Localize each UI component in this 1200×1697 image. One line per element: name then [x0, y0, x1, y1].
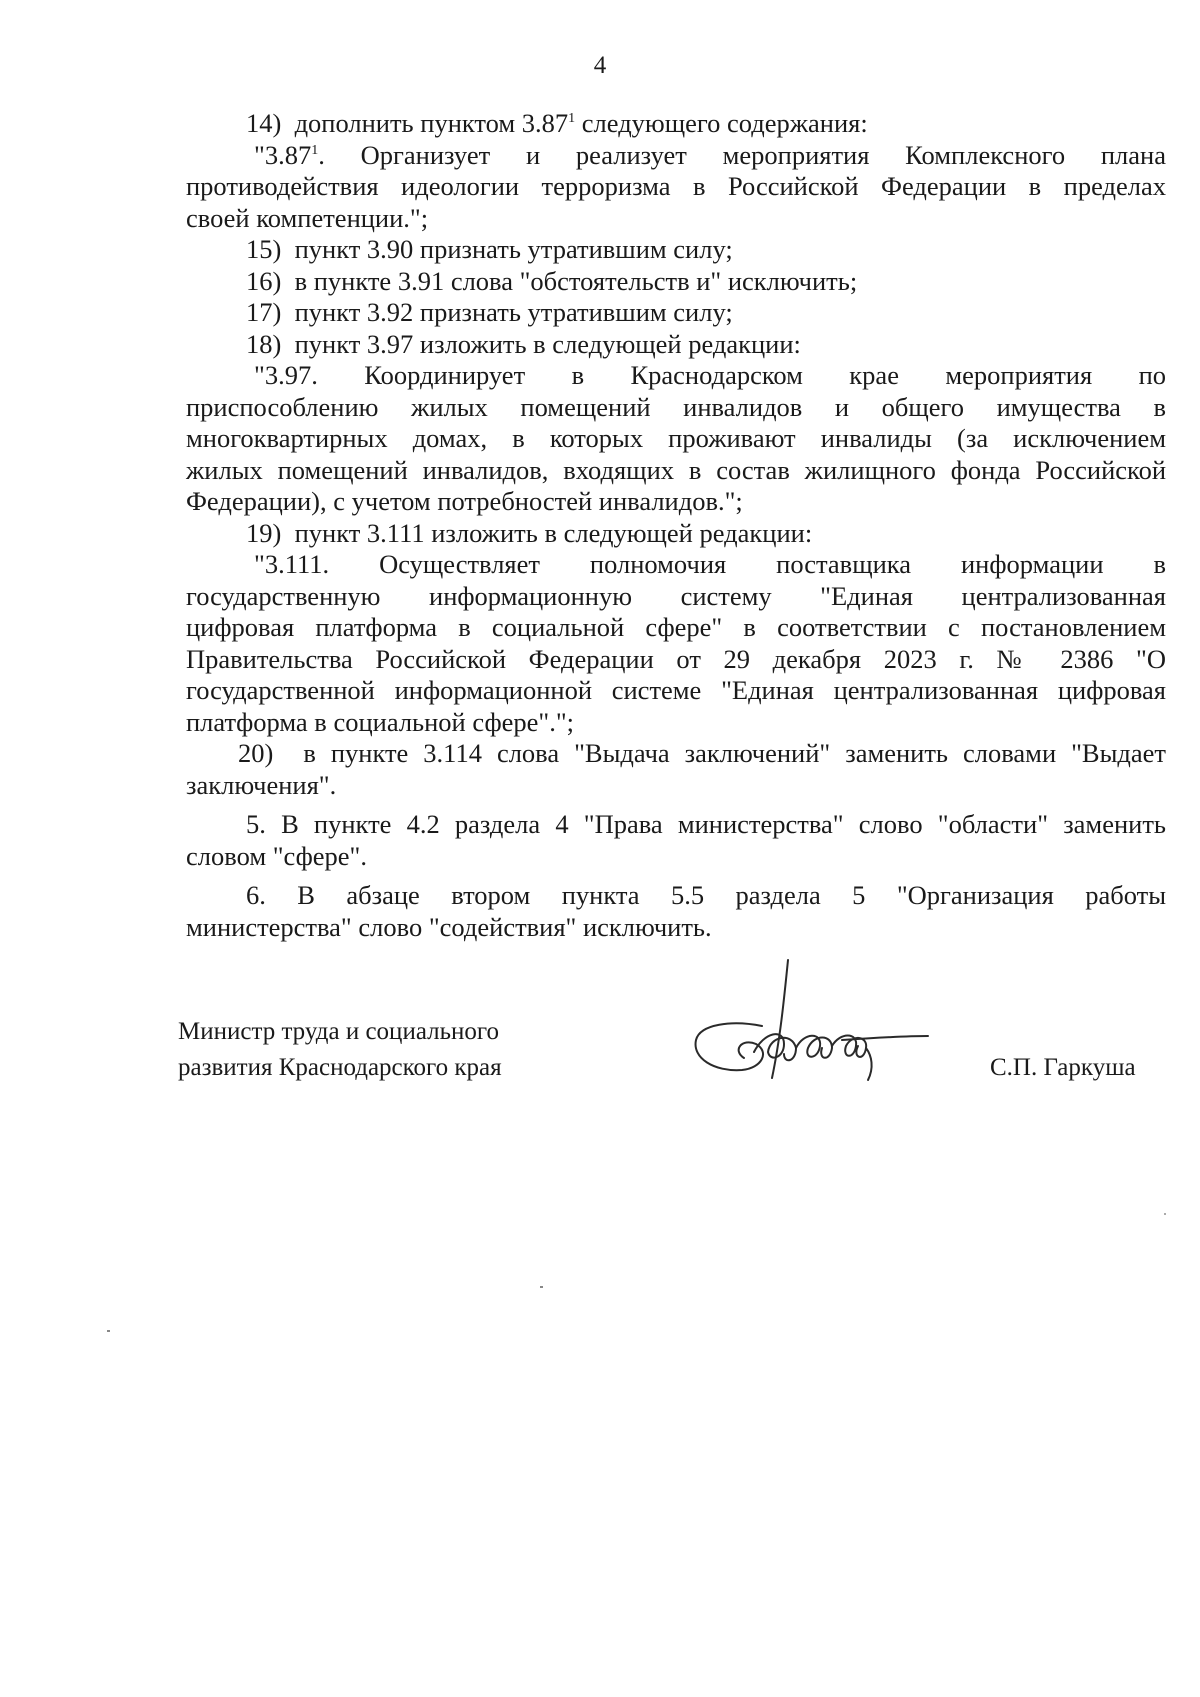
quote-3-111-line-4: Правительства Российской Федерации от 29 декабря 2023 г. № 2386 "О [186, 643, 1166, 674]
item-text: пункт 3.92 признать утратившим силу; [294, 297, 733, 327]
signatory-name: С.П. Гаркуша [990, 1054, 1136, 1081]
item-text: пункт 3.90 признать утратившим силу; [294, 234, 733, 264]
item-text: пункт 3.111 изложить в следующей редакции: [294, 517, 813, 548]
scan-speck [540, 1286, 543, 1288]
quote-3-97-line-5: Федерации), с учетом потребностей инвалидов."; [186, 486, 743, 516]
quote-text: "3.87 [254, 139, 312, 170]
signatory-title [178, 1014, 502, 1086]
item-text: дополнить пунктом 3.87 [294, 108, 569, 138]
item-text: в пункте 3.114 слова "Выдача заключений" заменить словами "Выдает [303, 738, 1167, 768]
scan-speck [1164, 1213, 1166, 1215]
item-14 [186, 108, 1166, 140]
item-number: 15) [246, 234, 282, 264]
item-18 [186, 329, 1166, 361]
quote-3-111-line-3: цифровая платформа в социальной сфере" в соответствии с постановлением [186, 612, 1166, 642]
item-19 [186, 518, 1166, 550]
paragraph-6-line-2: министерства" слово "содействия" исключить. [186, 911, 712, 942]
paragraph-6-line-1: 6. В абзаце втором пункта 5.5 раздела 5 "Организация работы [246, 880, 1166, 910]
quote-3-87-line-2: противодействия идеологии терроризма в Российской Федерации в пределах [186, 171, 1166, 201]
item-number: 19) [246, 517, 282, 548]
item-20-line-1 [186, 738, 1166, 770]
item-15 [186, 234, 1166, 266]
item-text: пункт 3.97 изложить в следующей редакции: [294, 328, 801, 359]
page-number: 4 [593, 52, 607, 79]
handwritten-signature [692, 940, 932, 1100]
signatory-title-line-1: Министр труда и социального [178, 1018, 500, 1045]
quote-text: . Организует и реализует мероприятия Комплексного плана [318, 139, 1166, 170]
quote-3-87-line-3: своей компетенции."; [186, 202, 429, 233]
item-20-line-2: заключения". [186, 769, 337, 800]
item-text: в пункте 3.91 слова "обстоятельств и" исключить; [294, 265, 858, 296]
item-text-continued: следующего содержания: [575, 108, 868, 138]
quote-3-97-line-3: многоквартирных домах, в которых проживают инвалиды (за исключением [186, 423, 1166, 453]
item-16 [186, 266, 1166, 298]
quote-3-97-line-1: "3.97. Координирует в Краснодарском крае мероприятия по [254, 360, 1166, 390]
item-number: 20) [238, 738, 274, 768]
superscript: 1 [311, 142, 319, 158]
quote-3-111-line-6: платформа в социальной сфере"."; [186, 706, 575, 737]
item-number: 17) [246, 297, 282, 327]
signatory-title-line-2: развития Краснодарского края [178, 1054, 502, 1081]
document-body [186, 108, 1166, 943]
quote-3-97-line-4: жилых помещений инвалидов, входящих в состав жилищного фонда Российской [186, 454, 1166, 485]
quote-3-87-line-1 [186, 140, 1166, 172]
paragraph-5-line-2: словом "сфере". [186, 840, 367, 871]
quote-3-111-line-1: "3.111. Осуществляет полномочия поставщика информации в [254, 549, 1166, 579]
quote-3-111-line-2: государственную информационную систему "Единая централизованная [186, 580, 1166, 611]
superscript: 1 [568, 111, 576, 127]
scan-speck [107, 1330, 110, 1332]
item-number: 16) [246, 265, 282, 296]
paragraph-5-line-1: 5. В пункте 4.2 раздела 4 "Права министерства" слово "области" заменить [246, 809, 1166, 839]
quote-3-97-line-2: приспособлению жилых помещений инвалидов и общего имущества в [186, 391, 1166, 422]
quote-3-111-line-5: государственной информационной системе "Единая централизованная цифровая [186, 675, 1166, 705]
item-number: 14) [246, 108, 282, 138]
item-17 [186, 297, 1166, 329]
item-number: 18) [246, 328, 282, 359]
